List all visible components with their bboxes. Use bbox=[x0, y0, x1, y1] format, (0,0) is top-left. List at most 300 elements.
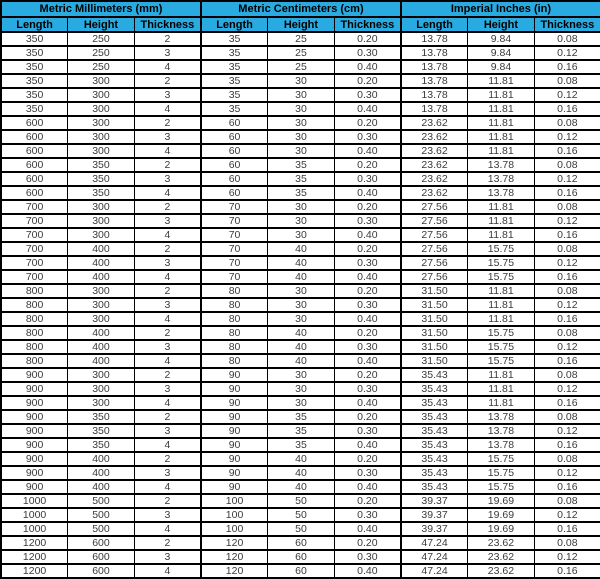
table-cell: 0.08 bbox=[534, 452, 600, 466]
table-cell: 900 bbox=[1, 424, 68, 438]
table-row bbox=[1, 130, 600, 144]
table-cell: 0.08 bbox=[534, 74, 600, 88]
table-cell: 2 bbox=[134, 494, 201, 508]
table-cell: 60 bbox=[201, 144, 268, 158]
table-cell: 0.16 bbox=[534, 396, 600, 410]
table-cell: 600 bbox=[1, 130, 68, 144]
table-cell: 9.84 bbox=[468, 32, 535, 46]
table-cell: 30 bbox=[268, 284, 335, 298]
table-cell: 13.78 bbox=[401, 88, 468, 102]
table-row bbox=[1, 536, 600, 550]
table-cell: 39.37 bbox=[401, 508, 468, 522]
table-cell: 4 bbox=[134, 522, 201, 536]
table-cell: 40 bbox=[268, 354, 335, 368]
table-cell: 900 bbox=[1, 396, 68, 410]
table-cell: 0.30 bbox=[334, 214, 401, 228]
table-cell: 500 bbox=[68, 494, 135, 508]
table-cell: 1000 bbox=[1, 494, 68, 508]
table-cell: 15.75 bbox=[468, 354, 535, 368]
table-cell: 11.81 bbox=[468, 74, 535, 88]
table-cell: 0.12 bbox=[534, 550, 600, 564]
table-cell: 39.37 bbox=[401, 494, 468, 508]
table-cell: 400 bbox=[68, 466, 135, 480]
table-cell: 0.12 bbox=[534, 340, 600, 354]
table-row bbox=[1, 438, 600, 452]
table-cell: 900 bbox=[1, 452, 68, 466]
table-cell: 0.16 bbox=[534, 102, 600, 116]
table-cell: 35 bbox=[201, 46, 268, 60]
table-cell: 300 bbox=[68, 214, 135, 228]
table-row bbox=[1, 242, 600, 256]
table-cell: 0.20 bbox=[334, 116, 401, 130]
table-cell: 0.08 bbox=[534, 242, 600, 256]
table-cell: 11.81 bbox=[468, 116, 535, 130]
table-cell: 40 bbox=[268, 270, 335, 284]
table-row bbox=[1, 270, 600, 284]
table-cell: 0.40 bbox=[334, 270, 401, 284]
table-cell: 350 bbox=[68, 410, 135, 424]
table-cell: 31.50 bbox=[401, 284, 468, 298]
table-cell: 30 bbox=[268, 382, 335, 396]
table-cell: 0.40 bbox=[334, 438, 401, 452]
table-cell: 400 bbox=[68, 270, 135, 284]
table-cell: 47.24 bbox=[401, 536, 468, 550]
table-row bbox=[1, 424, 600, 438]
table-cell: 400 bbox=[68, 326, 135, 340]
table-cell: 13.78 bbox=[468, 172, 535, 186]
table-cell: 2 bbox=[134, 326, 201, 340]
table-cell: 0.12 bbox=[534, 424, 600, 438]
table-cell: 35 bbox=[268, 158, 335, 172]
table-cell: 90 bbox=[201, 452, 268, 466]
table-cell: 0.20 bbox=[334, 242, 401, 256]
table-cell: 35.43 bbox=[401, 480, 468, 494]
table-cell: 13.78 bbox=[401, 46, 468, 60]
table-cell: 0.16 bbox=[534, 60, 600, 74]
table-cell: 0.16 bbox=[534, 480, 600, 494]
table-cell: 80 bbox=[201, 340, 268, 354]
table-cell: 350 bbox=[68, 172, 135, 186]
table-cell: 4 bbox=[134, 186, 201, 200]
table-cell: 15.75 bbox=[468, 466, 535, 480]
table-row bbox=[1, 480, 600, 494]
table-cell: 800 bbox=[1, 312, 68, 326]
table-cell: 47.24 bbox=[401, 550, 468, 564]
table-row bbox=[1, 172, 600, 186]
table-cell: 0.20 bbox=[334, 326, 401, 340]
table-cell: 0.20 bbox=[334, 410, 401, 424]
table-cell: 27.56 bbox=[401, 256, 468, 270]
table-cell: 0.16 bbox=[534, 522, 600, 536]
table-cell: 15.75 bbox=[468, 256, 535, 270]
table-cell: 400 bbox=[68, 340, 135, 354]
table-cell: 30 bbox=[268, 228, 335, 242]
table-cell: 500 bbox=[68, 522, 135, 536]
table-cell: 11.81 bbox=[468, 368, 535, 382]
table-cell: 11.81 bbox=[468, 200, 535, 214]
table-row bbox=[1, 32, 600, 46]
table-cell: 15.75 bbox=[468, 452, 535, 466]
table-cell: 0.30 bbox=[334, 382, 401, 396]
table-cell: 60 bbox=[201, 172, 268, 186]
column-header-mm-height: Height bbox=[68, 17, 135, 32]
table-cell: 2 bbox=[134, 536, 201, 550]
table-cell: 60 bbox=[268, 550, 335, 564]
table-cell: 0.40 bbox=[334, 144, 401, 158]
table-cell: 90 bbox=[201, 480, 268, 494]
table-cell: 300 bbox=[68, 144, 135, 158]
table-row bbox=[1, 382, 600, 396]
table-cell: 25 bbox=[268, 60, 335, 74]
table-cell: 1000 bbox=[1, 522, 68, 536]
table-cell: 4 bbox=[134, 60, 201, 74]
table-body bbox=[1, 32, 600, 578]
table-cell: 0.30 bbox=[334, 550, 401, 564]
section-header-mm: Metric Millimeters (mm) bbox=[1, 1, 201, 17]
table-cell: 600 bbox=[68, 550, 135, 564]
table-cell: 70 bbox=[201, 256, 268, 270]
table-cell: 35 bbox=[201, 102, 268, 116]
table-cell: 350 bbox=[1, 60, 68, 74]
table-cell: 35 bbox=[201, 60, 268, 74]
table-cell: 11.81 bbox=[468, 88, 535, 102]
table-cell: 23.62 bbox=[401, 186, 468, 200]
table-cell: 1200 bbox=[1, 550, 68, 564]
table-cell: 0.40 bbox=[334, 228, 401, 242]
table-cell: 90 bbox=[201, 396, 268, 410]
table-row bbox=[1, 200, 600, 214]
table-cell: 50 bbox=[268, 494, 335, 508]
table-row bbox=[1, 74, 600, 88]
table-cell: 9.84 bbox=[468, 60, 535, 74]
table-cell: 0.08 bbox=[534, 410, 600, 424]
table-cell: 4 bbox=[134, 564, 201, 578]
table-cell: 80 bbox=[201, 298, 268, 312]
table-cell: 15.75 bbox=[468, 326, 535, 340]
table-cell: 35 bbox=[268, 438, 335, 452]
table-cell: 0.12 bbox=[534, 88, 600, 102]
table-cell: 35.43 bbox=[401, 424, 468, 438]
table-cell: 900 bbox=[1, 438, 68, 452]
table-row bbox=[1, 326, 600, 340]
table-cell: 30 bbox=[268, 298, 335, 312]
table-row bbox=[1, 102, 600, 116]
table-cell: 35 bbox=[268, 410, 335, 424]
table-cell: 50 bbox=[268, 522, 335, 536]
table-cell: 1200 bbox=[1, 564, 68, 578]
table-cell: 4 bbox=[134, 396, 201, 410]
table-cell: 35 bbox=[268, 424, 335, 438]
table-cell: 0.30 bbox=[334, 466, 401, 480]
column-header-in-length: Length bbox=[401, 17, 468, 32]
table-cell: 3 bbox=[134, 88, 201, 102]
table-cell: 40 bbox=[268, 326, 335, 340]
table-cell: 23.62 bbox=[401, 158, 468, 172]
table-cell: 30 bbox=[268, 116, 335, 130]
table-cell: 900 bbox=[1, 368, 68, 382]
table-cell: 80 bbox=[201, 354, 268, 368]
table-row bbox=[1, 466, 600, 480]
table-row bbox=[1, 340, 600, 354]
table-cell: 11.81 bbox=[468, 284, 535, 298]
table-cell: 13.78 bbox=[468, 424, 535, 438]
table-cell: 3 bbox=[134, 214, 201, 228]
table-cell: 2 bbox=[134, 368, 201, 382]
table-cell: 35 bbox=[268, 172, 335, 186]
table-cell: 0.12 bbox=[534, 382, 600, 396]
table-cell: 90 bbox=[201, 466, 268, 480]
table-cell: 0.20 bbox=[334, 494, 401, 508]
table-cell: 0.20 bbox=[334, 452, 401, 466]
table-row bbox=[1, 550, 600, 564]
table-cell: 35.43 bbox=[401, 466, 468, 480]
table-cell: 300 bbox=[68, 130, 135, 144]
table-cell: 25 bbox=[268, 32, 335, 46]
table-row bbox=[1, 564, 600, 578]
table-cell: 0.40 bbox=[334, 102, 401, 116]
table-row bbox=[1, 116, 600, 130]
table-cell: 70 bbox=[201, 214, 268, 228]
table-row bbox=[1, 508, 600, 522]
table-cell: 0.30 bbox=[334, 256, 401, 270]
table-cell: 11.81 bbox=[468, 214, 535, 228]
table-cell: 2 bbox=[134, 242, 201, 256]
table-cell: 90 bbox=[201, 368, 268, 382]
table-row bbox=[1, 522, 600, 536]
table-cell: 13.78 bbox=[401, 74, 468, 88]
table-cell: 35.43 bbox=[401, 452, 468, 466]
table-cell: 23.62 bbox=[468, 550, 535, 564]
table-cell: 0.20 bbox=[334, 284, 401, 298]
table-cell: 0.16 bbox=[534, 228, 600, 242]
table-cell: 2 bbox=[134, 74, 201, 88]
table-cell: 40 bbox=[268, 480, 335, 494]
table-cell: 11.81 bbox=[468, 102, 535, 116]
table-cell: 0.30 bbox=[334, 130, 401, 144]
table-cell: 40 bbox=[268, 466, 335, 480]
table-cell: 350 bbox=[1, 32, 68, 46]
table-cell: 13.78 bbox=[468, 438, 535, 452]
table-cell: 40 bbox=[268, 340, 335, 354]
table-cell: 31.50 bbox=[401, 312, 468, 326]
table-row bbox=[1, 410, 600, 424]
table-cell: 90 bbox=[201, 424, 268, 438]
table-cell: 35.43 bbox=[401, 382, 468, 396]
table-cell: 30 bbox=[268, 144, 335, 158]
table-cell: 300 bbox=[68, 284, 135, 298]
table-cell: 600 bbox=[68, 536, 135, 550]
table-cell: 0.20 bbox=[334, 200, 401, 214]
table-cell: 3 bbox=[134, 298, 201, 312]
table-cell: 100 bbox=[201, 522, 268, 536]
table-cell: 0.08 bbox=[534, 284, 600, 298]
table-cell: 27.56 bbox=[401, 228, 468, 242]
table-row bbox=[1, 214, 600, 228]
table-cell: 350 bbox=[68, 438, 135, 452]
table-cell: 23.62 bbox=[401, 172, 468, 186]
table-cell: 23.62 bbox=[401, 144, 468, 158]
table-cell: 30 bbox=[268, 214, 335, 228]
column-header-cm-length: Length bbox=[201, 17, 268, 32]
table-row bbox=[1, 186, 600, 200]
table-cell: 30 bbox=[268, 130, 335, 144]
table-cell: 27.56 bbox=[401, 270, 468, 284]
table-cell: 23.62 bbox=[401, 116, 468, 130]
table-cell: 60 bbox=[201, 130, 268, 144]
table-cell: 300 bbox=[68, 116, 135, 130]
table-cell: 350 bbox=[68, 186, 135, 200]
table-row bbox=[1, 158, 600, 172]
table-cell: 30 bbox=[268, 200, 335, 214]
table-cell: 11.81 bbox=[468, 382, 535, 396]
table-cell: 2 bbox=[134, 116, 201, 130]
table-cell: 3 bbox=[134, 424, 201, 438]
table-cell: 27.56 bbox=[401, 200, 468, 214]
table-cell: 70 bbox=[201, 200, 268, 214]
table-cell: 0.40 bbox=[334, 354, 401, 368]
table-cell: 40 bbox=[268, 242, 335, 256]
table-cell: 700 bbox=[1, 200, 68, 214]
table-cell: 4 bbox=[134, 480, 201, 494]
table-cell: 31.50 bbox=[401, 298, 468, 312]
table-cell: 2 bbox=[134, 200, 201, 214]
table-cell: 0.16 bbox=[534, 312, 600, 326]
table-cell: 13.78 bbox=[401, 32, 468, 46]
table-cell: 30 bbox=[268, 368, 335, 382]
table-cell: 3 bbox=[134, 130, 201, 144]
table-cell: 300 bbox=[68, 200, 135, 214]
table-cell: 13.78 bbox=[468, 410, 535, 424]
table-cell: 800 bbox=[1, 284, 68, 298]
table-cell: 11.81 bbox=[468, 130, 535, 144]
table-cell: 0.16 bbox=[534, 186, 600, 200]
table-cell: 0.16 bbox=[534, 354, 600, 368]
table-row bbox=[1, 368, 600, 382]
table-row bbox=[1, 494, 600, 508]
table-cell: 11.81 bbox=[468, 228, 535, 242]
table-cell: 2 bbox=[134, 410, 201, 424]
table-cell: 300 bbox=[68, 396, 135, 410]
table-cell: 120 bbox=[201, 536, 268, 550]
table-cell: 900 bbox=[1, 466, 68, 480]
table-cell: 31.50 bbox=[401, 354, 468, 368]
table-cell: 0.30 bbox=[334, 508, 401, 522]
table-cell: 0.08 bbox=[534, 536, 600, 550]
table-cell: 25 bbox=[268, 46, 335, 60]
table-cell: 700 bbox=[1, 270, 68, 284]
table-cell: 23.62 bbox=[468, 564, 535, 578]
table-cell: 30 bbox=[268, 396, 335, 410]
table-cell: 400 bbox=[68, 452, 135, 466]
table-cell: 700 bbox=[1, 256, 68, 270]
column-header-in-thickness: Thickness bbox=[534, 17, 600, 32]
table-cell: 4 bbox=[134, 354, 201, 368]
table-row bbox=[1, 284, 600, 298]
table-cell: 900 bbox=[1, 410, 68, 424]
table-cell: 400 bbox=[68, 256, 135, 270]
table-cell: 250 bbox=[68, 60, 135, 74]
table-cell: 40 bbox=[268, 256, 335, 270]
table-cell: 80 bbox=[201, 284, 268, 298]
table-cell: 120 bbox=[201, 550, 268, 564]
column-header-mm-length: Length bbox=[1, 17, 68, 32]
table-cell: 3 bbox=[134, 256, 201, 270]
table-cell: 0.08 bbox=[534, 32, 600, 46]
table-cell: 400 bbox=[68, 480, 135, 494]
table-cell: 70 bbox=[201, 228, 268, 242]
table-cell: 2 bbox=[134, 452, 201, 466]
table-cell: 13.78 bbox=[468, 186, 535, 200]
table-cell: 0.40 bbox=[334, 564, 401, 578]
table-cell: 40 bbox=[268, 452, 335, 466]
table-cell: 250 bbox=[68, 32, 135, 46]
table-cell: 300 bbox=[68, 102, 135, 116]
table-cell: 60 bbox=[201, 186, 268, 200]
table-row bbox=[1, 396, 600, 410]
table-cell: 350 bbox=[1, 102, 68, 116]
table-row bbox=[1, 298, 600, 312]
table-row bbox=[1, 312, 600, 326]
table-cell: 35.43 bbox=[401, 368, 468, 382]
table-cell: 300 bbox=[68, 312, 135, 326]
column-header-cm-height: Height bbox=[268, 17, 335, 32]
table-cell: 700 bbox=[1, 214, 68, 228]
table-row bbox=[1, 228, 600, 242]
table-cell: 80 bbox=[201, 312, 268, 326]
column-header-mm-thickness: Thickness bbox=[134, 17, 201, 32]
table-cell: 19.69 bbox=[468, 508, 535, 522]
table-cell: 0.16 bbox=[534, 270, 600, 284]
table-cell: 4 bbox=[134, 102, 201, 116]
table-cell: 600 bbox=[1, 186, 68, 200]
table-cell: 0.20 bbox=[334, 536, 401, 550]
table-cell: 60 bbox=[268, 564, 335, 578]
table-cell: 1000 bbox=[1, 508, 68, 522]
table-cell: 13.78 bbox=[401, 102, 468, 116]
table-cell: 90 bbox=[201, 382, 268, 396]
table-cell: 350 bbox=[68, 158, 135, 172]
table-cell: 0.16 bbox=[534, 438, 600, 452]
table-cell: 60 bbox=[201, 116, 268, 130]
table-cell: 0.30 bbox=[334, 88, 401, 102]
table-cell: 800 bbox=[1, 298, 68, 312]
table-cell: 60 bbox=[201, 158, 268, 172]
table-cell: 15.75 bbox=[468, 242, 535, 256]
table-cell: 30 bbox=[268, 312, 335, 326]
table-cell: 35 bbox=[201, 88, 268, 102]
table-cell: 700 bbox=[1, 228, 68, 242]
table-cell: 0.16 bbox=[534, 564, 600, 578]
table-cell: 2 bbox=[134, 32, 201, 46]
table-cell: 0.30 bbox=[334, 298, 401, 312]
table-cell: 800 bbox=[1, 326, 68, 340]
table-cell: 35.43 bbox=[401, 438, 468, 452]
table-cell: 0.30 bbox=[334, 340, 401, 354]
column-header-cm-thickness: Thickness bbox=[334, 17, 401, 32]
table-cell: 0.20 bbox=[334, 74, 401, 88]
table-cell: 15.75 bbox=[468, 270, 535, 284]
table-cell: 3 bbox=[134, 46, 201, 60]
table-cell: 600 bbox=[68, 564, 135, 578]
table-cell: 4 bbox=[134, 270, 201, 284]
table-cell: 35 bbox=[201, 74, 268, 88]
table-cell: 600 bbox=[1, 158, 68, 172]
table-cell: 3 bbox=[134, 340, 201, 354]
table-cell: 400 bbox=[68, 242, 135, 256]
column-header-row bbox=[1, 17, 600, 32]
column-header-in-height: Height bbox=[468, 17, 535, 32]
table-cell: 31.50 bbox=[401, 326, 468, 340]
